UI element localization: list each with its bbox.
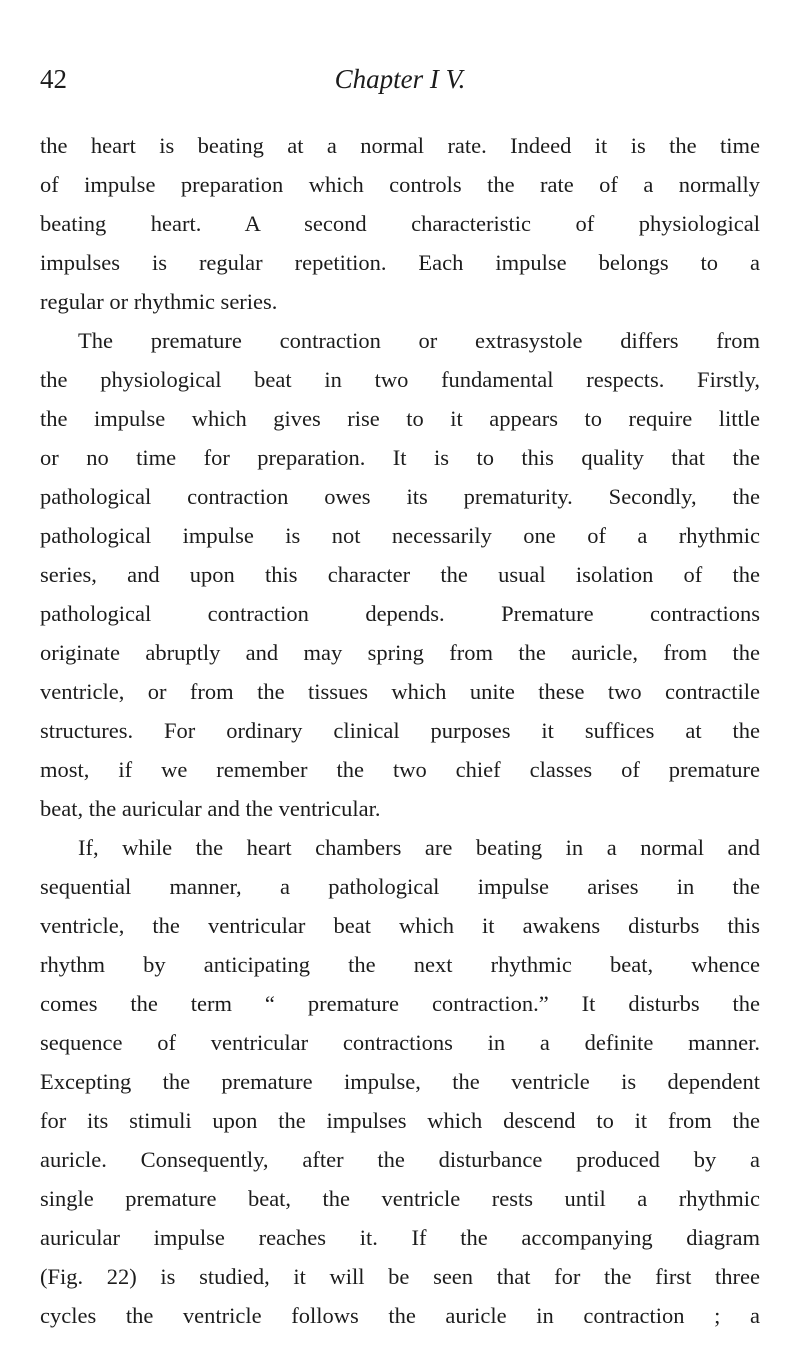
text-line: pathological contraction owes its prematurity. Secondly, the — [40, 484, 760, 509]
text-line: regular or rhythmic series. — [40, 289, 278, 314]
text-line: single premature beat, the ventricle rests until a rhythmic — [40, 1186, 760, 1211]
text-line: the heart is beating at a normal rate. Indeed it is the time — [40, 133, 760, 158]
running-head: Chapter I V. — [334, 64, 466, 94]
text-line: sequential manner, a pathological impulse arises in the — [40, 874, 760, 899]
text-line: sequence of ventricular contractions in a definite manner. — [40, 1030, 760, 1055]
text-line: auricular impulse reaches it. If the accompanying diagram — [40, 1225, 760, 1250]
text-line: pathological impulse is not necessarily one of a rhythmic — [40, 523, 760, 548]
page-header — [40, 64, 760, 104]
text-line: structures. For ordinary clinical purposes it suffices at the — [40, 718, 760, 743]
text-line: auricle. Consequently, after the disturbance produced by a — [40, 1147, 760, 1172]
text-line: pathological contraction depends. Premature contractions — [40, 601, 760, 626]
text-line: ventricle, or from the tissues which unite these two contractile — [40, 679, 760, 704]
text-line: beating heart. A second characteristic of physiological — [40, 211, 760, 236]
page-number: 42 — [40, 64, 67, 94]
text-line: for its stimuli upon the impulses which descend to it from the — [40, 1108, 760, 1133]
text-line: Excepting the premature impulse, the ventricle is dependent — [40, 1069, 760, 1094]
text-line: impulses is regular repetition. Each impulse belongs to a — [40, 250, 760, 275]
text-line: beat, the auricular and the ventricular. — [40, 796, 381, 821]
text-line: series, and upon this character the usual isolation of the — [40, 562, 760, 587]
text-line: most, if we remember the two chief classes of premature — [40, 757, 760, 782]
text-line: originate abruptly and may spring from the auricle, from the — [40, 640, 760, 665]
text-line: The premature contraction or extrasystole differs from — [78, 328, 760, 353]
text-line: rhythm by anticipating the next rhythmic beat, whence — [40, 952, 760, 977]
text-line: cycles the ventricle follows the auricle in contraction ; a — [40, 1303, 760, 1328]
text-line: of impulse preparation which controls the rate of a normally — [40, 172, 760, 197]
body-text — [40, 126, 760, 1335]
text-line: If, while the heart chambers are beating in a normal and — [78, 835, 760, 860]
text-line: comes the term “ premature contraction.” It disturbs the — [40, 991, 760, 1016]
text-line: the physiological beat in two fundamental respects. Firstly, — [40, 367, 760, 392]
text-line: ventricle, the ventricular beat which it awakens disturbs this — [40, 913, 760, 938]
text-line: (Fig. 22) is studied, it will be seen that for the first three — [40, 1264, 760, 1289]
text-line: the impulse which gives rise to it appears to require little — [40, 406, 760, 431]
text-line: or no time for preparation. It is to this quality that the — [40, 445, 760, 470]
